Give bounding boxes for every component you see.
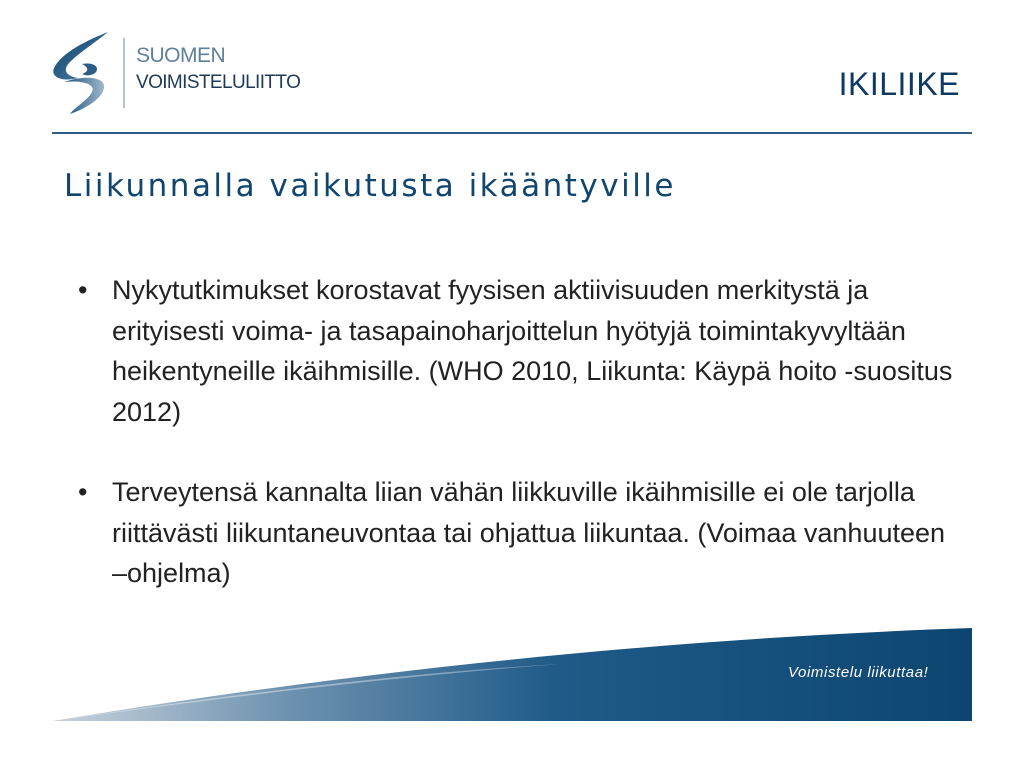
bullet-marker: • (78, 275, 88, 305)
logo-divider (123, 38, 125, 108)
bullet-marker: • (78, 477, 88, 507)
slide-title: Liikunnalla vaikutusta ikääntyville (64, 168, 676, 204)
bullet-item (78, 472, 958, 594)
logo-line-2: VOIMISTELULIITTO (136, 72, 301, 93)
federation-logo-icon (48, 30, 120, 116)
header-divider (52, 132, 972, 134)
bullet-text: Nykytutkimukset korostavat fyysisen aktiivisuuden merkitystä ja erityisesti voima- ja tasapainoharjoittelun hyötyjä toimintakyvyltään heikentyneille ikäihmisille. (WHO 2010, Liikunta: Käypä hoito -suositus 2012) (112, 275, 953, 427)
federation-logo-text (136, 45, 300, 92)
bullet-list (78, 270, 958, 594)
bullet-item (78, 270, 958, 432)
bullet-text: Terveytensä kannalta liian vähän liikkuville ikäihmisille ei ole tarjolla riittävästi liikuntaneuvontaa tai ohjattua liikuntaa. (Voimaa vanhuuteen –ohjelma) (112, 477, 946, 588)
footer-slogan: Voimistelu liikuttaa! (788, 664, 929, 681)
program-brand-word: IKILIIKE (838, 66, 960, 102)
logo-line-1: SUOMEN (136, 44, 226, 67)
